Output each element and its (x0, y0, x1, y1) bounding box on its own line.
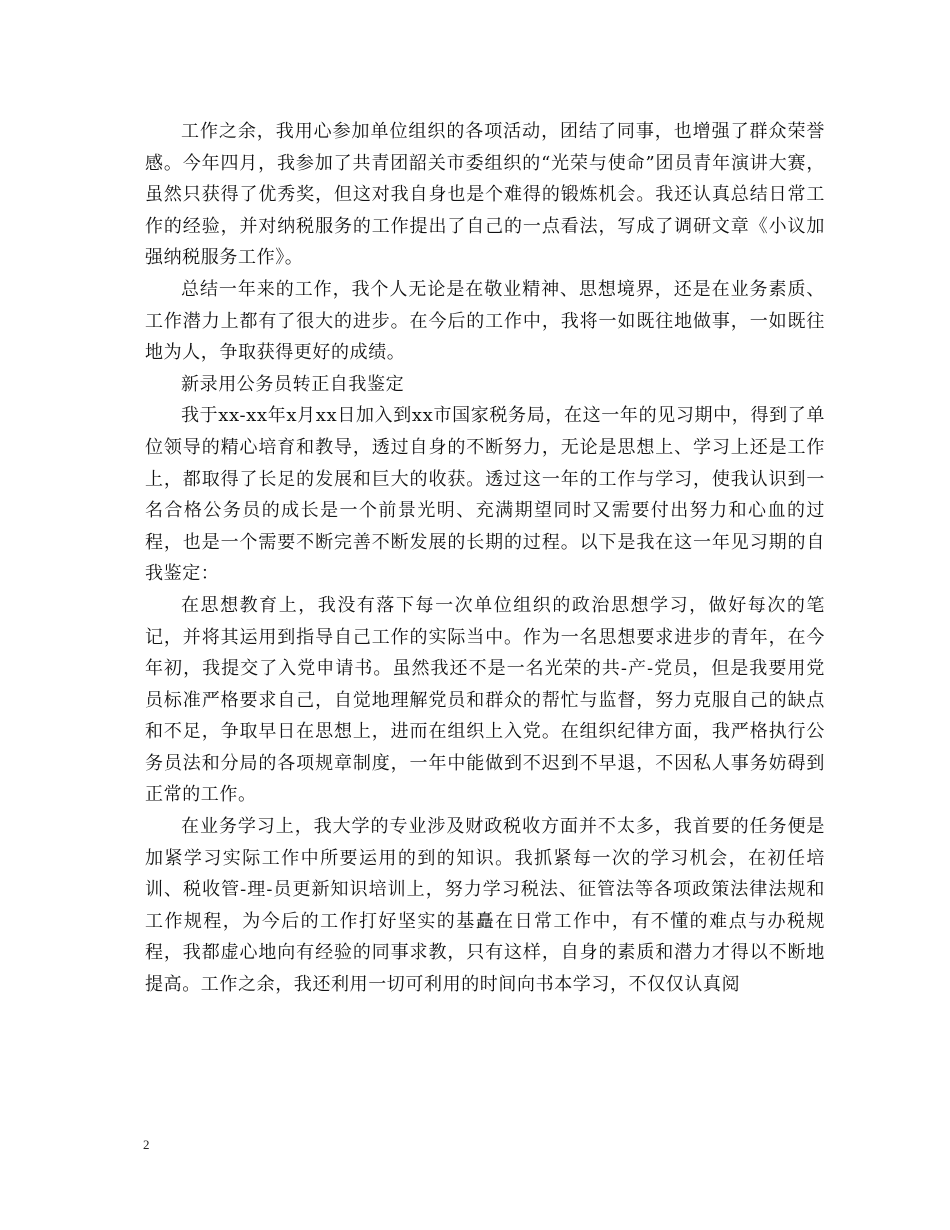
page-number: 2 (143, 1137, 150, 1152)
paragraph-introduction: 我于xx-xx年x月xx日加入到xx市国家税务局，在这一年的见习期中，得到了单位领导的精心培育和教导，透过自身的不断努力，无论是思想上、学习上还是工作上，都取得了长足的发展和巨大的收获。透过这一年的工作与学习，使我认识到一名合格公务员的成长是一个前景光明、充满期望同时又需要付出努力和心血的过程，也是一个需要不断完善不断发展的长期的过程。以下是我在这一年见习期的自我鉴定： (145, 405, 825, 585)
paragraph-summary: 总结一年来的工作，我个人无论是在敬业精神、思想境界，还是在业务素质、工作潜力上都有了很大的进步。在今后的工作中，我将一如既往地做事，一如既往地为人，争取获得更好的成绩。 (145, 278, 825, 364)
paragraph-study: 在业务学习上，我大学的专业涉及财政税收方面并不太多，我首要的任务便是加紧学习实际工作中所要运用的到的知识。我抓紧每一次的学习机会，在初任培训、税收管-理-员更新知识培训上，努力学习税法、征管法等各项政策法律法规和工作规程，为今后的工作打好坚实的基矗在日常工作中，有不懂的难点与办税规程，我都虚心地向有经验的同事求教，只有这样，自身的素质和潜力才得以不断地提高。工作之余，我还利用一切可利用的时间向书本学习，不仅仅认真阅 (145, 816, 825, 996)
section-heading: 新录用公务员转正自我鉴定 (181, 373, 405, 395)
paragraph-ideology: 在思想教育上，我没有落下每一次单位组织的政治思想学习，做好每次的笔记，并将其运用到指导自己工作的实际当中。作为一名思想要求进步的青年，在今年初，我提交了入党申请书。虽然我还不是一名光荣的共-产-党员，但是我要用党员标准严格要求自己，自觉地理解党员和群众的帮忙与监督，努力克服自己的缺点和不足，争取早日在思想上，进而在组织上入党。在组织纪律方面，我严格执行公务员法和分局的各项规章制度，一年中能做到不迟到不早退，不因私人事务妨碍到正常的工作。 (145, 594, 825, 806)
document-body (145, 116, 825, 1001)
paragraph-activities: 工作之余，我用心参加单位组织的各项活动，团结了同事，也增强了群众荣誉感。今年四月，我参加了共青团韶关市委组织的“光荣与使命”团员青年演讲大赛，虽然只获得了优秀奖，但这对我自身也是个难得的锻炼机会。我还认真总结日常工作的经验，并对纳税服务的工作提出了自己的一点看法，写成了调研文章《小议加强纳税服务工作》。 (145, 121, 825, 269)
